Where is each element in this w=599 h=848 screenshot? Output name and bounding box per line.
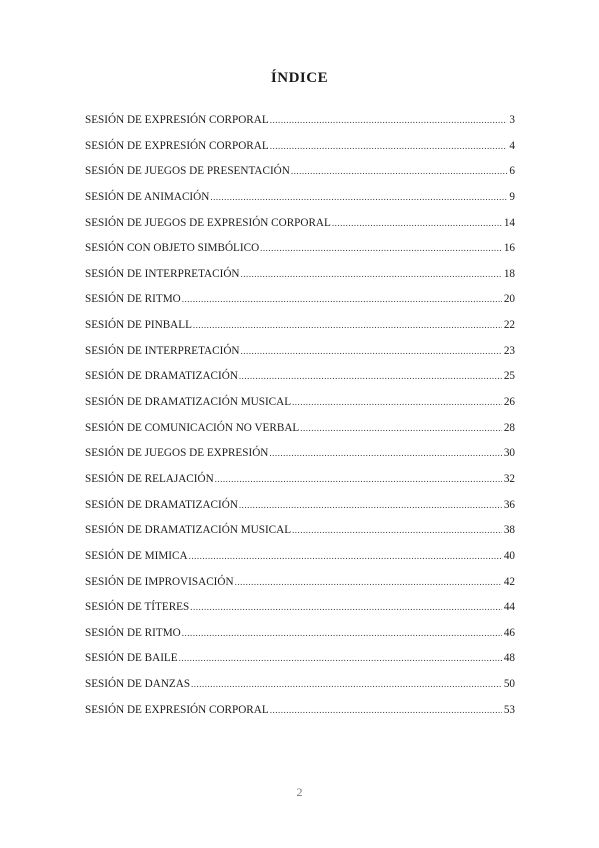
toc-entry-title: SESIÓN DE JUEGOS DE EXPRESIÓN CORPORAL bbox=[85, 216, 331, 229]
toc-dot-leader bbox=[291, 166, 508, 176]
toc-entry[interactable] bbox=[85, 473, 515, 499]
toc-entry-page: 20 bbox=[503, 293, 515, 306]
toc-dot-leader bbox=[240, 346, 501, 356]
toc-entry[interactable] bbox=[85, 524, 515, 550]
toc-entry[interactable] bbox=[85, 165, 515, 191]
toc-entry-title: SESIÓN DE BAILE bbox=[85, 652, 178, 665]
toc-entry-page: 3 bbox=[509, 114, 515, 126]
toc-dot-leader bbox=[210, 192, 507, 202]
toc-entry-page: 42 bbox=[503, 575, 515, 588]
toc-entry-title: SESIÓN DE COMUNICACIÓN NO VERBAL bbox=[85, 421, 300, 434]
toc-entry-page: 36 bbox=[503, 498, 515, 511]
toc-entry-title: SESIÓN DE DRAMATIZACIÓN MUSICAL bbox=[85, 396, 292, 409]
toc-entry-title: SESIÓN DE IMPROVISACIÓN bbox=[85, 575, 234, 588]
toc-entry[interactable] bbox=[85, 191, 515, 217]
toc-entry-page: 28 bbox=[503, 421, 515, 434]
toc-entry[interactable] bbox=[85, 704, 515, 730]
toc-entry[interactable] bbox=[85, 319, 515, 345]
toc-entry[interactable] bbox=[85, 345, 515, 371]
toc-dot-leader bbox=[215, 474, 502, 484]
toc-dot-leader bbox=[239, 371, 502, 381]
toc-entry-page: 9 bbox=[509, 190, 515, 203]
toc-entry-title: SESIÓN DE EXPRESIÓN CORPORAL bbox=[85, 139, 269, 152]
toc-entry-title: SESIÓN DE JUEGOS DE PRESENTACIÓN bbox=[85, 165, 290, 178]
table-of-contents bbox=[85, 114, 515, 729]
page-number: 2 bbox=[296, 785, 303, 799]
toc-entry[interactable] bbox=[85, 601, 515, 627]
toc-dot-leader bbox=[269, 448, 501, 458]
toc-entry[interactable] bbox=[85, 217, 515, 243]
toc-entry-title: SESIÓN DE TÍTERES bbox=[85, 601, 190, 614]
toc-entry-title: SESIÓN DE ANIMACIÓN bbox=[85, 190, 210, 203]
toc-entry-title: SESIÓN DE RELAJACIÓN bbox=[85, 472, 214, 485]
toc-dot-leader bbox=[179, 653, 502, 663]
toc-entry[interactable] bbox=[85, 499, 515, 525]
toc-entry[interactable] bbox=[85, 678, 515, 704]
toc-entry-title: SESIÓN DE DRAMATIZACIÓN bbox=[85, 370, 238, 383]
toc-entry[interactable] bbox=[85, 114, 515, 140]
toc-dot-leader bbox=[191, 679, 502, 689]
toc-entry[interactable] bbox=[85, 652, 515, 678]
toc-entry[interactable] bbox=[85, 550, 515, 576]
toc-dot-leader bbox=[292, 525, 502, 535]
toc-entry-page: 32 bbox=[503, 472, 515, 485]
toc-entry-page: 26 bbox=[503, 396, 515, 409]
toc-entry[interactable] bbox=[85, 576, 515, 602]
toc-entry-title: SESIÓN DE PINBALL bbox=[85, 319, 192, 332]
toc-entry-page: 23 bbox=[503, 344, 515, 357]
toc-entry-page: 16 bbox=[503, 242, 515, 255]
toc-dot-leader bbox=[292, 397, 502, 407]
toc-dot-leader bbox=[189, 551, 502, 561]
toc-dot-leader bbox=[270, 705, 502, 715]
toc-entry-title: SESIÓN DE EXPRESIÓN CORPORAL bbox=[85, 114, 269, 126]
toc-dot-leader bbox=[332, 218, 502, 228]
toc-entry[interactable] bbox=[85, 268, 515, 294]
toc-dot-leader bbox=[182, 628, 502, 638]
toc-entry-title: SESIÓN CON OBJETO SIMBÓLICO bbox=[85, 242, 260, 255]
toc-dot-leader bbox=[300, 423, 502, 433]
toc-entry[interactable] bbox=[85, 422, 515, 448]
toc-entry[interactable] bbox=[85, 370, 515, 396]
toc-entry-page: 4 bbox=[509, 139, 515, 152]
toc-entry-page: 40 bbox=[503, 549, 515, 562]
toc-entry-page: 38 bbox=[503, 524, 515, 537]
toc-entry-title: SESIÓN DE INTERPRETACIÓN bbox=[85, 267, 240, 280]
page-title: ÍNDICE bbox=[270, 70, 329, 86]
toc-entry[interactable] bbox=[85, 242, 515, 268]
toc-dot-leader bbox=[182, 294, 502, 304]
toc-dot-leader bbox=[240, 269, 501, 279]
toc-entry-page: 6 bbox=[509, 165, 515, 178]
toc-entry-page: 44 bbox=[503, 601, 515, 614]
toc-entry-title: SESIÓN DE MIMICA bbox=[85, 549, 188, 562]
toc-dot-leader bbox=[260, 243, 502, 253]
toc-entry-page: 18 bbox=[503, 267, 515, 280]
toc-entry-page: 25 bbox=[503, 370, 515, 383]
toc-dot-leader bbox=[235, 577, 502, 587]
toc-entry-page: 48 bbox=[503, 652, 515, 665]
toc-entry-page: 46 bbox=[503, 626, 515, 639]
toc-entry-title: SESIÓN DE JUEGOS DE EXPRESIÓN bbox=[85, 447, 269, 460]
toc-entry-title: SESIÓN DE RITMO bbox=[85, 626, 181, 639]
toc-entry-title: SESIÓN DE RITMO bbox=[85, 293, 181, 306]
toc-entry[interactable] bbox=[85, 140, 515, 166]
toc-entry-title: SESIÓN DE DRAMATIZACIÓN MUSICAL bbox=[85, 524, 292, 537]
toc-entry-page: 14 bbox=[503, 216, 515, 229]
toc-dot-leader bbox=[190, 602, 502, 612]
toc-entry[interactable] bbox=[85, 293, 515, 319]
toc-entry[interactable] bbox=[85, 447, 515, 473]
toc-entry-title: SESIÓN DE DANZAS bbox=[85, 678, 191, 691]
toc-dot-leader bbox=[239, 500, 502, 510]
toc-entry-title: SESIÓN DE INTERPRETACIÓN bbox=[85, 344, 240, 357]
toc-entry[interactable] bbox=[85, 627, 515, 653]
toc-entry-page: 53 bbox=[503, 703, 515, 716]
toc-entry-page: 30 bbox=[503, 447, 515, 460]
toc-dot-leader bbox=[270, 141, 508, 151]
toc-entry-page: 22 bbox=[503, 319, 515, 332]
toc-dot-leader bbox=[270, 115, 508, 125]
toc-entry-title: SESIÓN DE EXPRESIÓN CORPORAL bbox=[85, 703, 269, 716]
toc-dot-leader bbox=[193, 320, 502, 330]
toc-entry-title: SESIÓN DE DRAMATIZACIÓN bbox=[85, 498, 238, 511]
toc-entry-page: 50 bbox=[503, 678, 515, 691]
toc-entry[interactable] bbox=[85, 396, 515, 422]
